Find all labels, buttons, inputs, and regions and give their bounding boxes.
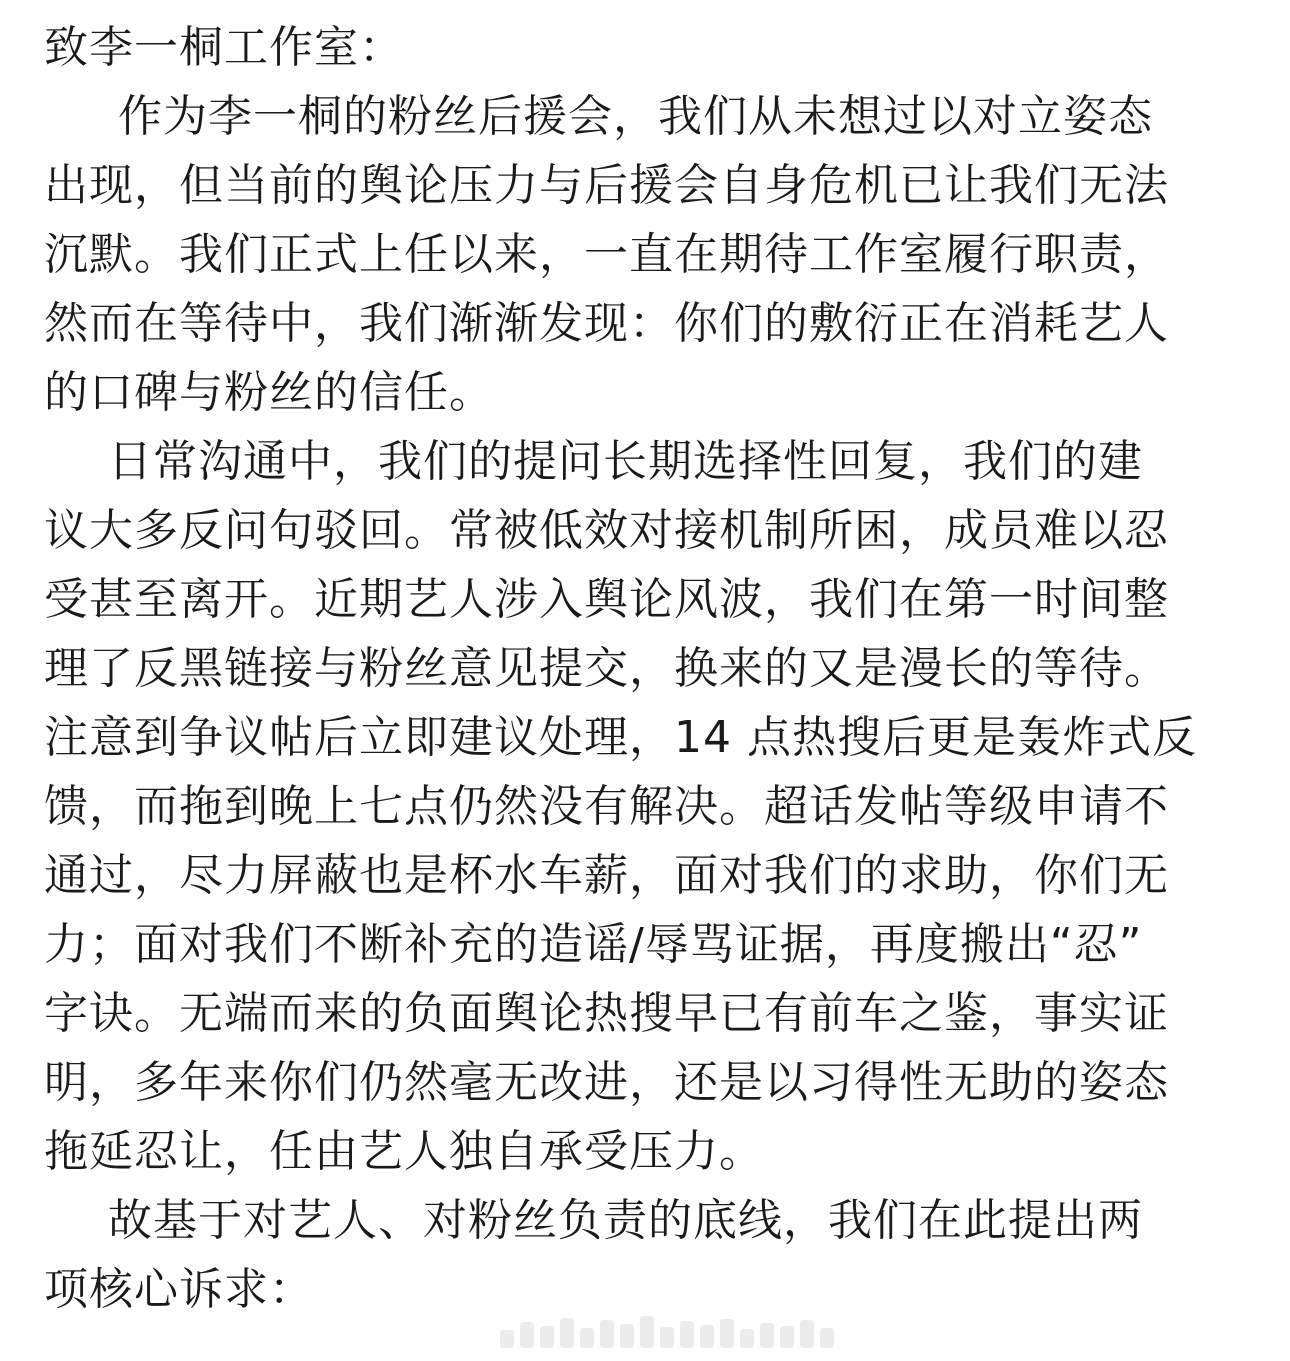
paragraph-2-line-2: 议大多反问句驳回。常被低效对接机制所困，成员难以忍 bbox=[44, 505, 1169, 556]
paragraph-1-line-2: 出现，但当前的舆论压力与后援会自身危机已让我们无法 bbox=[44, 160, 1169, 211]
paragraph-1-line-5: 的口碑与粉丝的信任。 bbox=[44, 367, 494, 418]
watermark-bar bbox=[540, 1326, 554, 1348]
watermark-bar bbox=[560, 1318, 574, 1348]
watermark-bar bbox=[680, 1321, 694, 1348]
watermark-bar bbox=[720, 1319, 734, 1348]
paragraph-2-line-7: 通过，尽力屏蔽也是杯水车薪，面对我们的求助，你们无 bbox=[44, 850, 1169, 901]
paragraph-1-line-3: 沉默。我们正式上任以来，一直在期待工作室履行职责， bbox=[44, 229, 1169, 280]
watermark-bar bbox=[620, 1324, 634, 1348]
watermark-bar bbox=[760, 1323, 774, 1348]
paragraph-2-line-5: 注意到争议帖后立即建议处理，14 点热搜后更是轰炸式反 bbox=[44, 712, 1197, 763]
watermark-bar bbox=[740, 1329, 754, 1348]
paragraph-1-line-4: 然而在等待中，我们渐渐发现：你们的敷衍正在消耗艺人 bbox=[44, 298, 1169, 349]
watermark-bar bbox=[580, 1328, 594, 1348]
paragraph-2-line-1: 日常沟通中，我们的提问长期选择性回复，我们的建 bbox=[108, 436, 1143, 487]
faded-watermark-graphic bbox=[500, 1316, 834, 1348]
paragraph-3-line-1: 故基于对艺人、对粉丝负责的底线，我们在此提出两 bbox=[108, 1195, 1143, 1246]
paragraph-2-line-6: 馈，而拖到晚上七点仍然没有解决。超话发帖等级申请不 bbox=[44, 781, 1169, 832]
watermark-bar bbox=[820, 1328, 834, 1348]
paragraph-1-line-1: 作为李一桐的粉丝后援会，我们从未想过以对立姿态 bbox=[118, 91, 1153, 142]
paragraph-2-line-9: 字诀。无端而来的负面舆论热搜早已有前车之鉴，事实证 bbox=[44, 988, 1169, 1039]
watermark-bar bbox=[640, 1316, 654, 1348]
paragraph-2-line-10: 明，多年来你们仍然毫无改进，还是以习得性无助的姿态 bbox=[44, 1057, 1169, 1108]
paragraph-2-line-3: 受甚至离开。近期艺人涉入舆论风波，我们在第一时间整 bbox=[44, 574, 1169, 625]
watermark-bar bbox=[700, 1325, 714, 1348]
paragraph-3-line-2: 项核心诉求： bbox=[44, 1264, 314, 1315]
watermark-bar bbox=[780, 1326, 794, 1348]
watermark-bar bbox=[520, 1322, 534, 1348]
watermark-bar bbox=[500, 1330, 514, 1348]
paragraph-2-line-4: 理了反黑链接与粉丝意见提交，换来的又是漫长的等待。 bbox=[44, 643, 1169, 694]
letter-salutation: 致李一桐工作室： bbox=[44, 22, 404, 73]
watermark-bar bbox=[660, 1327, 674, 1348]
paragraph-2-line-8: 力；面对我们不断补充的造谣/辱骂证据，再度搬出“忍” bbox=[44, 919, 1143, 970]
paragraph-2-line-11: 拖延忍让，任由艺人独自承受压力。 bbox=[44, 1126, 764, 1177]
watermark-bar bbox=[600, 1320, 614, 1348]
watermark-bar bbox=[800, 1320, 814, 1348]
